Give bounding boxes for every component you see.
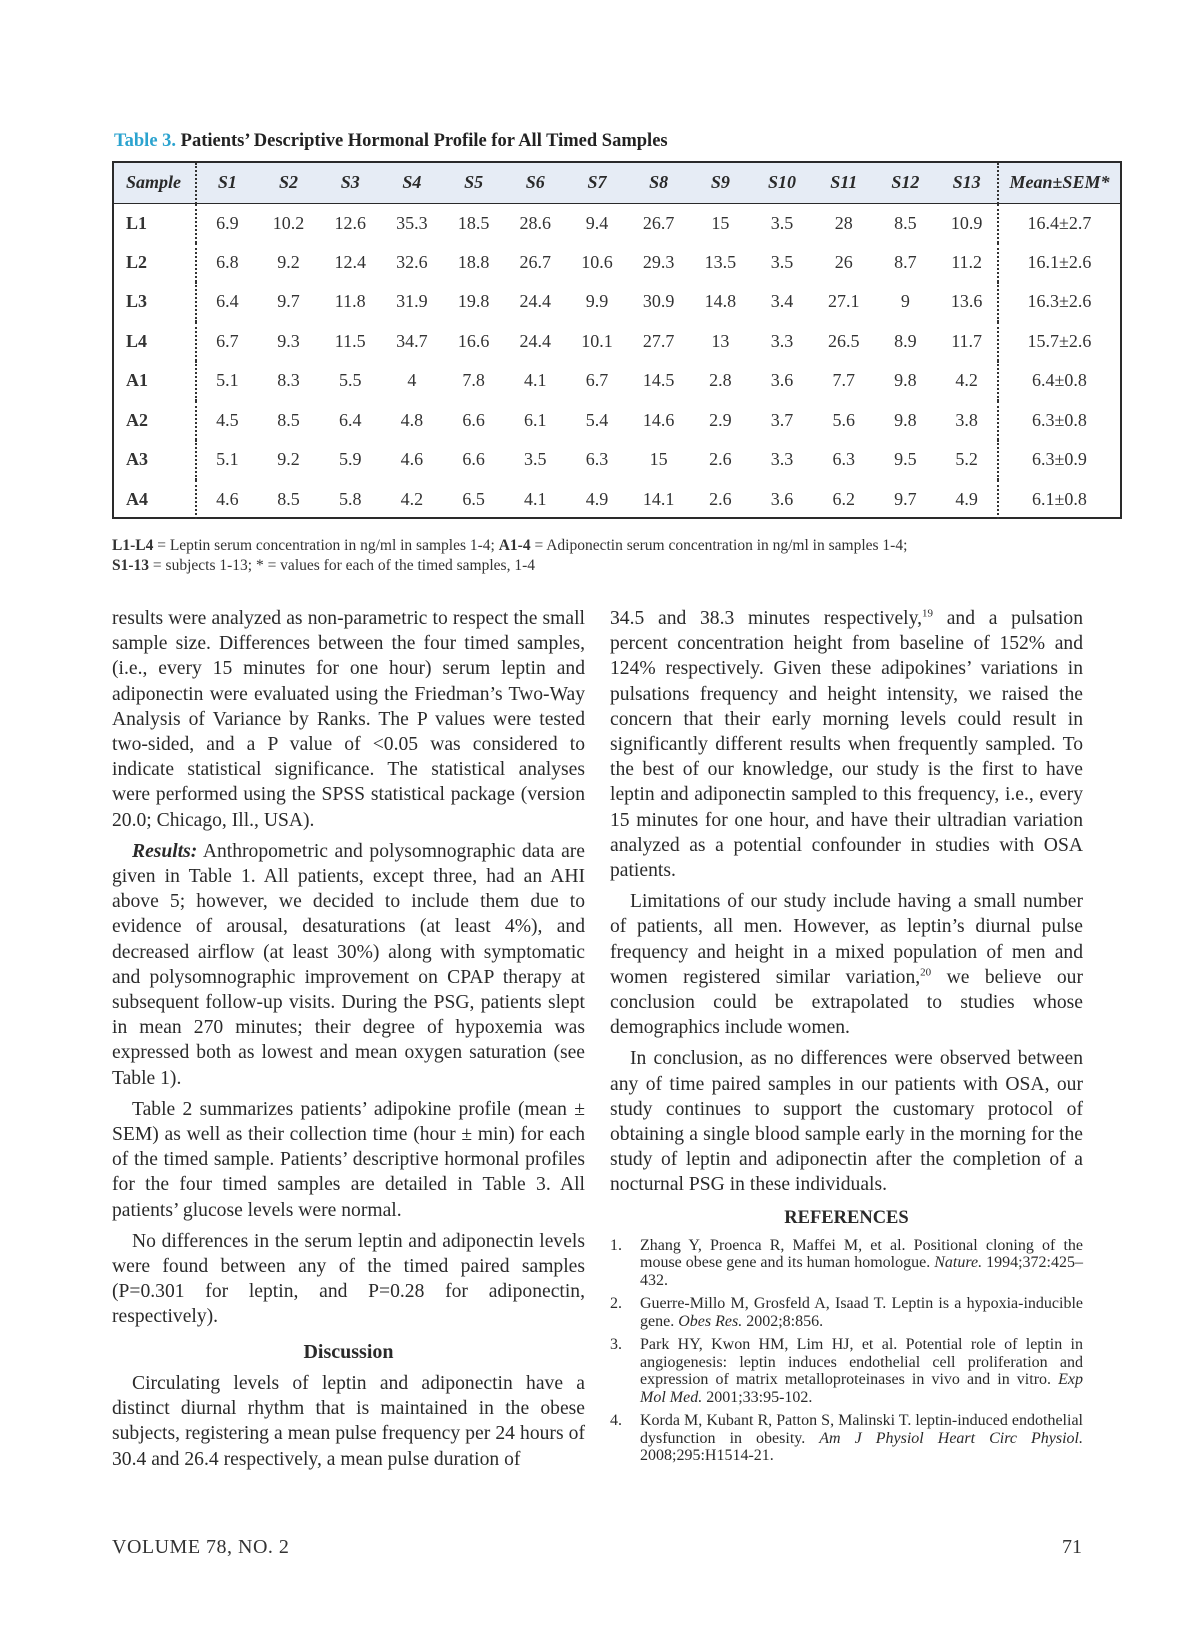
table-cell: 5.1 (216, 370, 239, 391)
table-cell: 6.6 (462, 409, 485, 430)
table-cell: 6.1 (524, 409, 547, 430)
column-header: S2 (258, 163, 320, 203)
table-row (114, 243, 1120, 283)
table-cell: 5.6 (832, 409, 855, 430)
table-cell: 15 (649, 449, 668, 470)
table-cell: 24.4 (519, 291, 552, 312)
limitations-text-a: Limitations of our study include having a small number of patients, all men. However, as leptin’s diurnal pulse frequency and height in a mixed population of men and women registered similar variation, (610, 891, 1083, 988)
right-column (610, 606, 1083, 1471)
table-cell: 8.3 (277, 370, 300, 391)
row-label: A4 (114, 480, 196, 520)
column-header: S12 (875, 163, 937, 203)
row-label: L2 (114, 243, 196, 283)
table-cell: 13 (711, 330, 730, 351)
table-cell: 26.7 (642, 212, 675, 233)
table-cell: 9.8 (894, 409, 917, 430)
table-cell: 14.1 (642, 488, 675, 509)
reference-item (610, 1237, 1083, 1290)
citation-19: 19 (922, 607, 934, 620)
table-cell: 6.5 (462, 488, 485, 509)
table-cell: 14.8 (704, 291, 737, 312)
table-cell: 18.5 (457, 212, 490, 233)
table-cell: 5.2 (955, 449, 978, 470)
table-cell: 28 (834, 212, 853, 233)
reference-number: 1. (610, 1236, 622, 1254)
table-cell: 12.4 (334, 251, 366, 272)
table-header-row (114, 163, 1120, 203)
table-cell: 9.4 (585, 212, 609, 233)
table-cell: 29.3 (642, 251, 675, 272)
table-cell: 16.1±2.6 (998, 243, 1120, 283)
table-caption: Patients’ Descriptive Hormonal Profile for All Timed Samples (180, 131, 668, 151)
page-number: 71 (1062, 1536, 1082, 1558)
reference-number: 2. (610, 1295, 622, 1313)
reference-journal: Nature. (934, 1254, 983, 1272)
table-cell: 26.5 (827, 330, 860, 351)
table-cell: 2.6 (709, 449, 732, 470)
table-cell: 3.6 (770, 488, 794, 509)
table-cell: 18.8 (457, 251, 490, 272)
table-cell: 4.5 (216, 409, 239, 430)
table-cell: 9.7 (894, 488, 917, 509)
reference-citation: 1994;372:425–432. (640, 1254, 1083, 1289)
citation-20: 20 (920, 966, 932, 979)
table-cell: 16.4±2.7 (998, 203, 1120, 243)
table-cell: 9 (900, 291, 910, 312)
column-header: Mean±SEM* (998, 163, 1120, 203)
table-cell: 32.6 (396, 251, 428, 272)
pulsation-paragraph (610, 606, 1083, 883)
no-differences-paragraph: No differences in the serum leptin and adiponectin levels were found between any of the timed paired samples (P=0.301 for leptin, and P=0.28 for adiponectin, respectively). (112, 1230, 585, 1328)
table-cell: 11.8 (334, 291, 366, 312)
table-cell: 6.4±0.8 (998, 361, 1120, 401)
table-cell: 5.9 (338, 449, 362, 470)
reference-text (640, 1336, 1083, 1406)
column-header: S10 (751, 163, 813, 203)
table-cell: 5.1 (216, 449, 239, 470)
table-cell: 6.3±0.9 (998, 440, 1120, 480)
table-cell: 11.5 (334, 330, 366, 351)
column-header: S13 (936, 163, 998, 203)
table-cell: 3.8 (955, 409, 978, 430)
table-cell: 8.7 (894, 251, 917, 272)
table-cell: 4.8 (400, 409, 424, 430)
reference-number: 3. (610, 1336, 622, 1354)
table-cell: 9.3 (277, 330, 300, 351)
table-cell: 6.7 (585, 370, 609, 391)
note-subjects-text: = subjects 1-13; * = values for each of the timed samples, 1-4 (149, 557, 535, 574)
table-cell: 24.4 (519, 330, 552, 351)
table-cell: 3.5 (770, 212, 794, 233)
table-cell: 4.9 (585, 488, 609, 509)
note-adiponectin-text: = Adiponectin serum concentration in ng/ml in samples 1-4; (530, 537, 908, 554)
table-cell: 9.7 (277, 291, 300, 312)
table-row (114, 282, 1120, 322)
pulsation-text-b: and a pulsation percent concentration height from baseline of 152% and 124% respectively. Given these adipokines’ variations in pulsations frequency and height intensity, we raised the concern that their early morning levels could result in significantly different results when frequently sampled. To the best of our knowledge, our study is the first to have leptin and adiponectin sampled to this frequency, i.e., every 15 minutes for one hour, and have their ultradian variation analyzed as a potential confounder in studies with OSA patients. (610, 608, 1083, 882)
references-list (610, 1237, 1083, 1465)
reference-authors-title: Zhang Y, Proenca R, Maffei M, et al. Positional cloning of the mouse obese gene and its human homologue. (640, 1236, 1083, 1272)
reference-text (640, 1412, 1083, 1465)
table-cell: 3.7 (770, 409, 794, 430)
reference-item (610, 1412, 1083, 1465)
reference-number: 4. (610, 1412, 622, 1430)
table-cell: 7.8 (462, 370, 485, 391)
table-cell: 4.6 (400, 449, 424, 470)
table-row (114, 203, 1120, 243)
table-cell: 13.6 (950, 291, 983, 312)
reference-authors-title: Korda M, Kubant R, Patton S, Malinski T. leptin-induced endothelial dysfunction in obesity. (640, 1412, 1083, 1447)
table-cell: 3.3 (770, 330, 794, 351)
table-body (114, 203, 1120, 519)
column-header: S3 (319, 163, 381, 203)
row-label: A1 (114, 361, 196, 401)
table-row (114, 480, 1120, 520)
table-cell: 8.9 (894, 330, 917, 351)
table-cell: 27.7 (642, 330, 675, 351)
table-cell: 3.4 (770, 291, 794, 312)
table-cell: 14.6 (642, 409, 675, 430)
left-column (112, 606, 585, 1472)
table-cell: 6.1±0.8 (998, 480, 1120, 520)
table-cell: 11.7 (951, 330, 983, 351)
table-cell: 5.5 (338, 370, 362, 391)
table-cell: 26 (834, 251, 853, 272)
reference-text (640, 1237, 1083, 1290)
note-leptin-text: = Leptin serum concentration in ng/ml in samples 1-4; (153, 537, 499, 554)
row-label: L1 (114, 203, 196, 243)
footer-volume: VOLUME 78, NO. 2 (112, 1536, 290, 1558)
table-cell: 4.1 (524, 488, 547, 509)
methods-paragraph: results were analyzed as non-parametric to respect the small sample size. Differences between the four timed samples, (i.e., every 15 minutes for one hour) serum leptin and adiponectin were evaluated using the Friedman’s Two-Way Analysis of Variance by Ranks. The P values were tested two-sided, and a P value of <0.05 was considered to indicate statistical significance. The statistical analyses were performed using the SPSS statistical package (version 20.0; Chicago, Ill., USA). (112, 608, 585, 831)
pulsation-text-a: 34.5 and 38.3 minutes respectively, (610, 608, 923, 629)
table-cell: 15.7±2.6 (998, 322, 1120, 362)
reference-authors-title: Park HY, Kwon HM, Lim HJ, et al. Potential role of leptin in angiogenesis: leptin induces endothelial cell proliferation and expression of matrix metalloproteinases in vivo and in vitro. (640, 1336, 1083, 1389)
limitations-paragraph (610, 889, 1083, 1040)
reference-journal: Obes Res. (678, 1312, 743, 1330)
note-leptin-key: L1-L4 (112, 537, 154, 554)
column-header: S11 (813, 163, 875, 203)
discussion-heading: Discussion (303, 1340, 394, 1363)
table-cell: 8.5 (894, 212, 917, 233)
table-cell: 6.8 (216, 251, 239, 272)
table-cell: 34.7 (396, 330, 428, 351)
table-cell: 19.8 (457, 291, 490, 312)
hormonal-profile-table (112, 161, 1122, 519)
table-cell: 3.6 (770, 370, 794, 391)
table-cell: 10.9 (950, 212, 983, 233)
column-header: S1 (196, 163, 258, 203)
table-cell: 9.8 (894, 370, 917, 391)
table-cell: 9.5 (894, 449, 917, 470)
table-cell: 6.3±0.8 (998, 401, 1120, 441)
limitations-text-b: we believe our conclusion could be extrapolated to studies whose demographics include women. (610, 966, 1083, 1039)
references-heading: REFERENCES (784, 1207, 909, 1228)
table-cell: 4.1 (524, 370, 547, 391)
table-cell: 8.5 (277, 409, 300, 430)
reference-journal: Exp Mol Med. (640, 1371, 1083, 1406)
discussion-paragraph: Circulating levels of leptin and adiponectin have a distinct diurnal rhythm that is maintained in the obese subjects, registering a mean pulse frequency per 24 hours of 30.4 and 26.4 respectively, a mean pulse duration of (112, 1372, 585, 1470)
reference-authors-title: Guerre-Millo M, Grosfeld A, Isaad T. Leptin is a hypoxia-inducible gene. (640, 1295, 1083, 1330)
table-cell: 12.6 (334, 212, 366, 233)
conclusion-paragraph: In conclusion, as no differences were observed between any of time paired samples in our patients with OSA, our study continues to support the customary protocol of obtaining a single blood sample early in the morning for the study of leptin and adiponectin after the completion of a nocturnal PSG in these individuals. (610, 1048, 1083, 1196)
reference-citation: 2001;33:95-102. (702, 1388, 813, 1406)
results-paragraph (112, 839, 585, 1091)
table-cell: 31.9 (396, 291, 428, 312)
column-header: S9 (690, 163, 752, 203)
column-header: S5 (443, 163, 505, 203)
table-row (114, 440, 1120, 480)
reference-citation: 2008;295:H1514-21. (640, 1447, 774, 1465)
results-text: Anthropometric and polysomnographic data are given in Table 1. All patients, except three, had an AHI above 5; however, we decided to include them due to evidence of arousal, desaturations (at least 4%), and decreased airflow (at least 30%) along with symptomatic and polysomnographic improvement on CPAP therapy at subsequent follow-up visits. During the PSG, patients slept in mean 270 minutes; their degree of hypoxemia was expressed both as lowest and mean oxygen saturation (see Table 1). (112, 840, 585, 1089)
table-cell: 6.4 (338, 409, 362, 430)
table-cell: 3.5 (770, 251, 794, 272)
table2-paragraph: Table 2 summarizes patients’ adipokine profile (mean ± SEM) as well as their collection time (hour ± min) for each of the timed sample. Patients’ descriptive hormonal profiles for the four timed samples are detailed in Table 3. All patients’ glucose levels were normal. (112, 1098, 585, 1221)
table-cell: 6.2 (832, 488, 855, 509)
table-cell: 4.9 (955, 488, 978, 509)
column-header: S6 (504, 163, 566, 203)
row-label: A2 (114, 401, 196, 441)
table-cell: 14.5 (642, 370, 675, 391)
table-cell: 11.2 (951, 251, 983, 272)
table-label: Table 3. (114, 131, 177, 151)
reference-text (640, 1295, 1083, 1330)
data-table (114, 163, 1120, 519)
table-cell: 10.2 (272, 212, 305, 233)
table-cell: 2.9 (709, 409, 732, 430)
column-header: S7 (566, 163, 628, 203)
table-cell: 6.4 (216, 291, 239, 312)
table-cell: 6.6 (462, 449, 485, 470)
table-cell: 3.5 (524, 449, 547, 470)
table-cell: 2.8 (709, 370, 732, 391)
table-cell: 4.6 (216, 488, 239, 509)
table-row (114, 322, 1120, 362)
reference-item (610, 1336, 1083, 1406)
table-cell: 13.5 (704, 251, 737, 272)
table-cell: 7.7 (832, 370, 855, 391)
table-cell: 10.6 (581, 251, 613, 272)
table-row (114, 401, 1120, 441)
table-cell: 16.6 (457, 330, 490, 351)
reference-journal: Am J Physiol Heart Circ Physiol. (819, 1429, 1084, 1447)
note-subjects-key: S1-13 (112, 557, 150, 574)
column-header: S4 (381, 163, 443, 203)
table-cell: 3.3 (770, 449, 794, 470)
table-cell: 8.5 (277, 488, 300, 509)
reference-item (610, 1295, 1083, 1330)
table-cell: 15 (711, 212, 730, 233)
table-cell: 6.3 (585, 449, 609, 470)
table-cell: 5.4 (585, 409, 609, 430)
table-cell: 6.9 (216, 212, 239, 233)
table-cell: 2.6 (709, 488, 732, 509)
row-label: L4 (114, 322, 196, 362)
table-cell: 35.3 (396, 212, 428, 233)
table-footnote (112, 536, 1122, 576)
table-cell: 6.7 (216, 330, 239, 351)
table-cell: 10.1 (581, 330, 613, 351)
row-label: A3 (114, 440, 196, 480)
table-cell: 30.9 (642, 291, 675, 312)
table-cell: 28.6 (519, 212, 552, 233)
table-cell: 9.2 (277, 251, 300, 272)
table-cell: 5.8 (338, 488, 362, 509)
reference-citation: 2002;8:856. (742, 1312, 824, 1330)
column-header: S8 (628, 163, 690, 203)
table-cell: 4.2 (955, 370, 978, 391)
table-cell: 6.3 (832, 449, 855, 470)
table-cell: 27.1 (827, 291, 860, 312)
table-title (114, 131, 668, 152)
table-cell: 4.2 (400, 488, 424, 509)
column-header: Sample (114, 163, 196, 203)
row-label: L3 (114, 282, 196, 322)
table-cell: 4 (407, 370, 417, 391)
table-cell: 26.7 (519, 251, 552, 272)
results-label: Results: (132, 840, 198, 862)
note-adiponectin-key: A1-4 (498, 537, 531, 554)
table-cell: 9.2 (277, 449, 300, 470)
table-cell: 9.9 (585, 291, 609, 312)
table-row (114, 361, 1120, 401)
table-cell: 16.3±2.6 (998, 282, 1120, 322)
